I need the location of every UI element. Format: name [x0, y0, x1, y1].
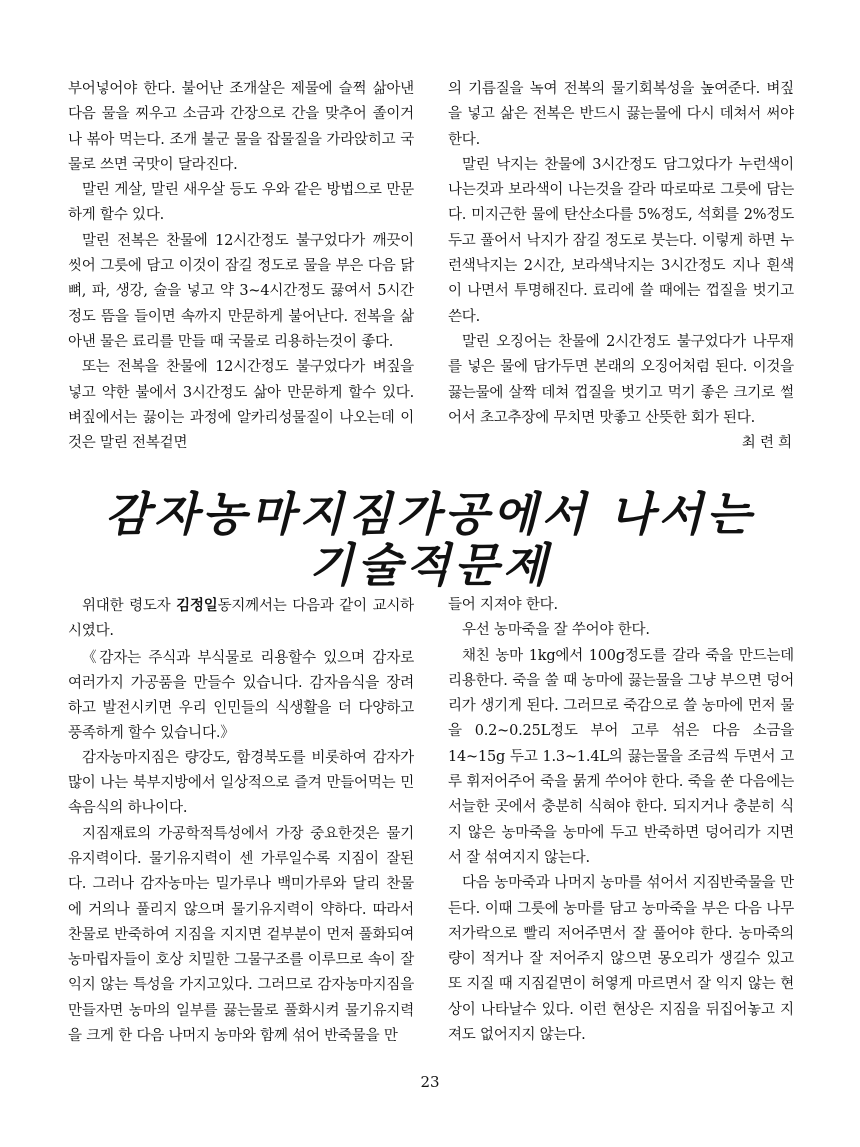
quote-paragraph: 《감자는 주식과 부식물로 리용할수 있으며 감자로 여러가지 가공품을 만들수 있습니다. 감자음식을 장려하고 발전시키면 우리 인민들의 식생활을 더 다양하고 풍족하게 할수 있습니다.》 — [68, 648, 414, 742]
intro-paragraph — [68, 593, 414, 645]
paragraph: 채친 농마 1kg에서 100g정도를 갈라 죽을 만드는데 리용한다. 죽을 쑬 때 농마에 끓는물을 그냥 부으면 덩어리가 생기게 된다. 그러므로 죽감으로 쓸 농마에 먼저 물을 0.2~0.25L정도 부어 고루 섞은 다음 소금을 14~15g 두고 1.3~1.4L의 끓는물을 조금씩 두면서 고루 휘저어주어 죽을 묽게 쑤어야 한다. 죽을 쑨 다음에는 서늘한 곳에서 충분히 식혀야 한다. 되지거나 충분히 식지 않은 농마죽을 농마에 두고 반죽하면 덩어리가 지면서 잘 섞여지지 않는다. — [448, 647, 794, 866]
paragraph: 지짐재료의 가공학적특성에서 가장 중요한것은 물기유지력이다. 물기유지력이 센 가루일수록 지짐이 잘된다. 그러나 감자농마는 밀가루나 백미가루와 달리 찬물에 거의나 풀리지 않으며 물기유지력이 약하다. 따라서 찬물로 반죽하여 지짐을 지지면 겉부분이 먼저 풀화되여 농마립자들이 호상 치밀한 그물구조를 이루므로 속이 잘 익지 않는 특성을 가지고있다. 그러므로 감자농마지짐을 만들자면 농마의 일부를 끓는물로 풀화시켜 물기유지력을 크게 한 다음 나머지 농마와 함께 섞어 반죽물을 만 — [68, 825, 414, 1045]
paragraph: 다음 농마죽과 나머지 농마를 섞어서 지짐반죽물을 만든다. 이때 그릇에 농마를 담고 농마죽을 부은 다음 나무저가락으로 빨리 저어주면서 잘 풀어야 한다. 농마죽의 량이 적거나 잘 저어주지 않으면 몽오리가 생길수 있고 또 지질 때 지짐겉면이 허옇게 마르면서 잘 익지 않는 현상이 나타날수 있다. 이런 현상은 지짐을 뒤집어놓고 지져도 없어지지 않는다. — [448, 875, 794, 1044]
paragraph: 말린 게살, 말린 새우살 등도 우와 같은 방법으로 만문하게 할수 있다. — [68, 182, 414, 224]
paragraph: 또는 전복을 찬물에 12시간정도 불구었다가 벼짚을 넣고 약한 불에서 3시간정도 삶아 만문하게 할수 있다. 벼짚에서는 끓이는 과정에 알카리성물질이 나오는데 이것은 말린 전복겉면 — [68, 359, 414, 452]
paragraph: 부어넣어야 한다. 불어난 조개살은 제물에 슬쩍 삶아낸 다음 물을 찌우고 소금과 간장으로 간을 맞추어 졸이거나 볶아 먹는다. 조개 불군 물을 잡물질을 가라앉히고 국물로 쓰면 국맛이 달라진다. — [68, 81, 414, 173]
article-title-line-2: 기술적문제 — [308, 538, 552, 592]
intro-text: 위대한 령도자 — [82, 598, 177, 614]
leader-name: 김정일 — [176, 597, 218, 614]
paragraph: 우선 농마죽을 잘 쑤어야 한다. — [462, 622, 650, 639]
page-number: 23 — [420, 1073, 440, 1091]
paragraph: 말린 오징어는 찬물에 2시간정도 불구었다가 나무재를 넣은 물에 담가두면 본래의 오징어처럼 된다. 이것을 끓는물에 살짝 데쳐 껍질을 벗기고 먹기 좋은 크기로 썰어서 초고추장에 무치면 맛좋고 산뜻한 회가 된다. — [448, 333, 794, 426]
article2-left-column — [68, 593, 414, 1049]
paragraph: 감자농마지짐은 량강도, 함경북도를 비롯하여 감자가 많이 나는 북부지방에서 일상적으로 즐겨 만들어먹는 민속음식의 하나이다. — [68, 749, 414, 817]
article-title-line-1: 감자농마지짐가공에서 나서는 — [105, 487, 755, 541]
article1-right-column — [448, 77, 794, 456]
author-signature: 최 련 희 — [741, 435, 792, 452]
paragraph: 의 기름질을 녹여 전복의 물기회복성을 높여준다. 벼짚을 넣고 삶은 전복은 반드시 끓는물에 다시 데쳐서 써야 한다. — [448, 81, 794, 148]
paragraph: 말린 낙지는 찬물에 3시간정도 담그었다가 누런색이 나는것과 보라색이 나는것을 갈라 따로따로 그릇에 담는다. 미지근한 물에 탄산소다를 5%정도, 석회를 2%정도 두고 풀어서 낙지가 잠길 정도로 붓는다. 이렇게 하면 누런색낙지는 2시간, 보라색낙지는 3시간정도 지나 흰색이 나면서 투명해진다. 료리에 쓸 때에는 껍질을 벗기고 쓴다. — [448, 156, 794, 325]
paragraph: 말린 전복은 찬물에 12시간정도 불구었다가 깨끗이 씻어 그릇에 담고 이것이 잠길 정도로 물을 부은 다음 닭뼈, 파, 생강, 술을 넣고 약 3~4시간정도 끓여서 5시간정도 뜸을 들이면 속까지 만문하게 불어난다. 전복을 삶아낸 물은 료리를 만들 때 국물로 리용하는것이 좋다. — [68, 232, 414, 350]
article1-left-column — [68, 77, 414, 456]
article2-right-column — [448, 593, 794, 1048]
intro-text: 동지께서는 다음과 같이 교시하시였다. — [68, 598, 414, 640]
paragraph: 들어 지져야 한다. — [448, 597, 558, 613]
